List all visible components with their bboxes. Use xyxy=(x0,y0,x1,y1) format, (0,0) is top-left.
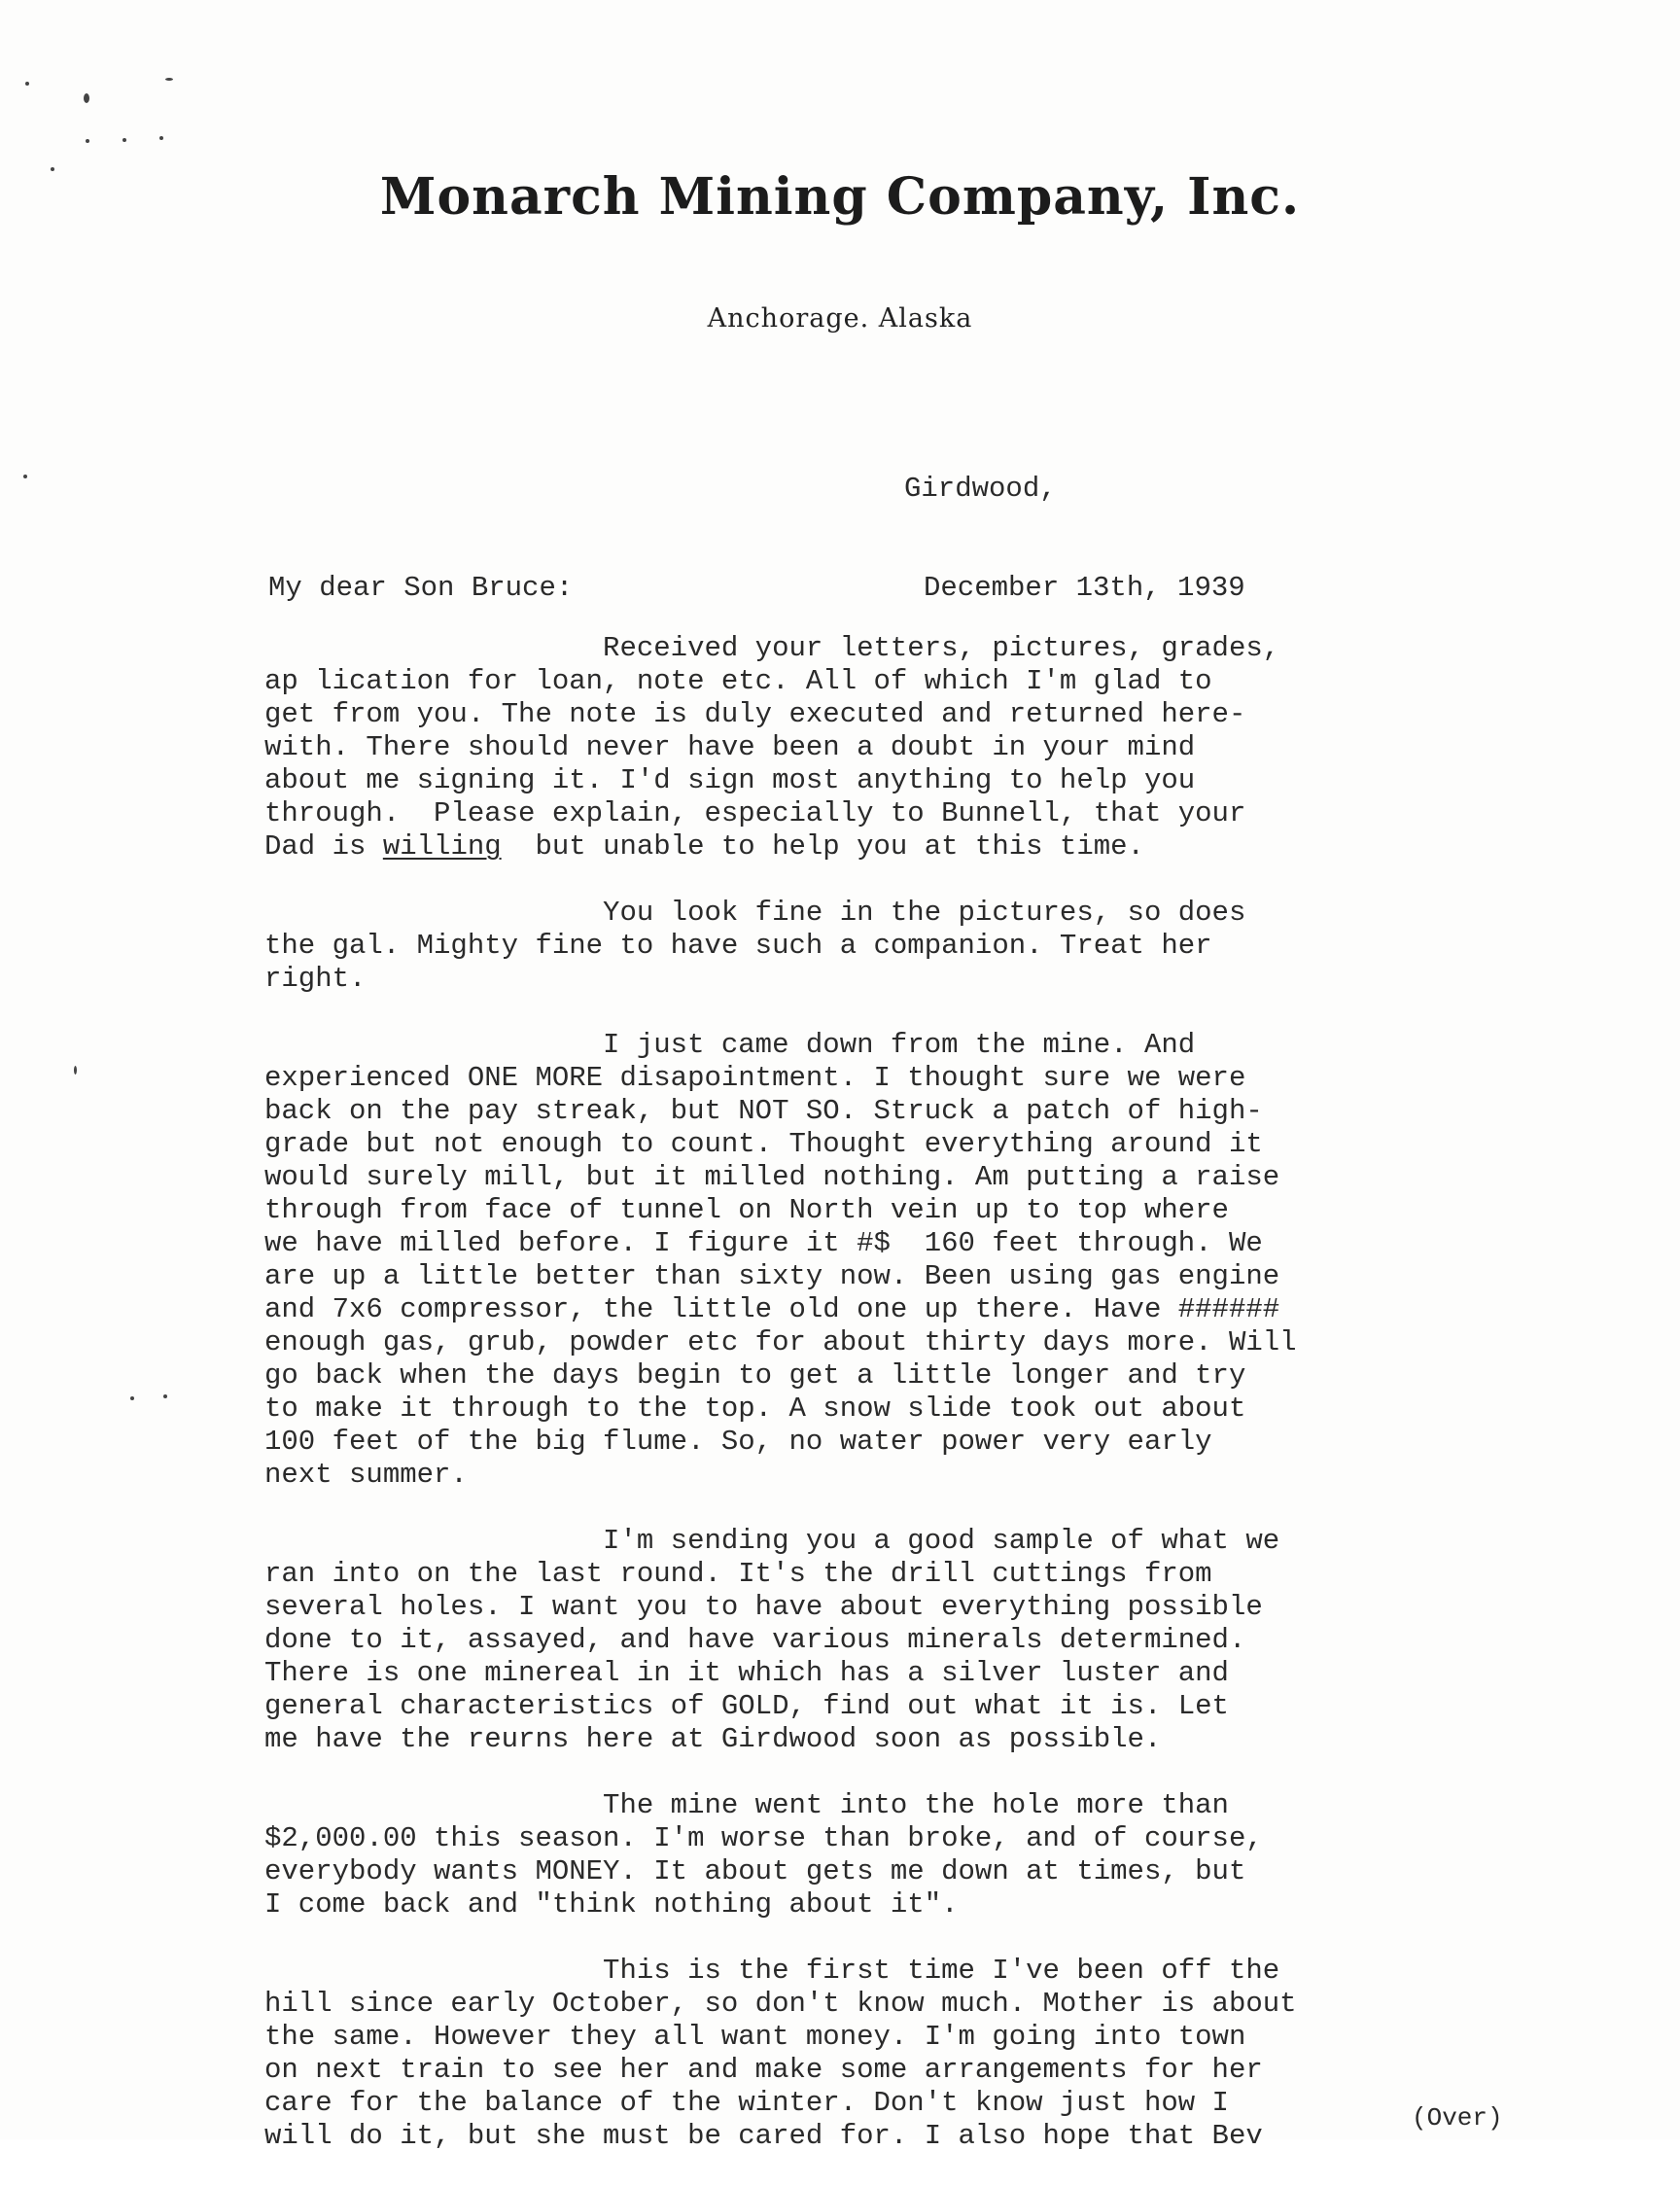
paragraph xyxy=(264,1029,1470,1492)
letter-body xyxy=(264,632,1470,2186)
text-line: general characteristics of GOLD, find out what it is. Let xyxy=(264,1690,1229,1722)
paper-speck xyxy=(159,136,163,140)
paragraph xyxy=(264,1955,1470,2153)
text-line: several holes. I want you to have about everything possible xyxy=(264,1591,1263,1623)
text-line: grade but not enough to count. Thought everything around it xyxy=(264,1128,1263,1160)
paragraph xyxy=(264,632,1470,864)
paragraph xyxy=(264,1789,1470,1922)
text-line: go back when the days begin to get a little longer and try xyxy=(264,1359,1246,1392)
text-line: next summer. xyxy=(264,1459,468,1491)
text-line: we have milled before. I figure it #$ 160 feet through. We xyxy=(264,1227,1263,1259)
text-line: back on the pay streak, but NOT SO. Struck a patch of high- xyxy=(264,1095,1263,1127)
text-line: enough gas, grub, powder etc for about thirty days more. Will xyxy=(264,1326,1297,1358)
salutation: My dear Son Bruce: xyxy=(268,572,574,604)
text-line: right. xyxy=(264,963,367,995)
underlined-word: willing xyxy=(382,830,502,863)
paper-speck xyxy=(23,475,27,478)
text-line: ap lication for loan, note etc. All of which I'm glad to xyxy=(264,665,1212,697)
paragraph xyxy=(264,1525,1470,1756)
letterhead-city: Anchorage. Alaska xyxy=(707,303,973,334)
text-line: I just came down from the mine. And xyxy=(264,1029,1196,1061)
text-line: Received your letters, pictures, grades, xyxy=(264,632,1280,664)
text-line: experienced ONE MORE disapointment. I thought sure we were xyxy=(264,1062,1246,1094)
text-line: $2,000.00 this season. I'm worse than broke, and of course, xyxy=(264,1822,1263,1854)
paper-speck xyxy=(163,1394,167,1398)
text-line: would surely mill, but it milled nothing. Am putting a raise xyxy=(264,1161,1280,1193)
text-line: care for the balance of the winter. Don't know just how I xyxy=(264,2087,1229,2119)
text-line: me have the reurns here at Girdwood soon as possible. xyxy=(264,1723,1162,1755)
text-fragment: but unable to help you at this time. xyxy=(501,830,1144,863)
text-line: I come back and "think nothing about it". xyxy=(264,1888,959,1921)
text-line: ran into on the last round. It's the drill cuttings from xyxy=(264,1558,1212,1590)
text-line: about me signing it. I'd sign most anything to help you xyxy=(264,764,1196,796)
paper-speck xyxy=(84,93,89,103)
text-line: through. Please explain, especially to Bunnell, that your xyxy=(264,797,1246,829)
paragraph xyxy=(264,897,1470,996)
text-line: The mine went into the hole more than xyxy=(264,1789,1229,1821)
text-fragment: Dad is xyxy=(264,830,383,863)
text-line: through from face of tunnel on North vein up to top where xyxy=(264,1194,1229,1226)
continued-over-note: (Over) xyxy=(1412,2103,1503,2133)
text-line: are up a little better than sixty now. Been using gas engine xyxy=(264,1260,1280,1292)
paper-speck xyxy=(74,1066,77,1075)
dateline-place: Girdwood, xyxy=(904,473,1057,505)
text-line: the same. However they all want money. I'm going into town xyxy=(264,2021,1246,2053)
paper-speck xyxy=(130,1396,134,1400)
letterhead-company-name: Monarch Mining Company, Inc. xyxy=(379,167,1301,227)
text-line: hill since early October, so don't know much. Mother is about xyxy=(264,1988,1297,2020)
paper-speck xyxy=(165,78,173,81)
text-line xyxy=(264,830,1470,864)
text-line: everybody wants MONEY. It about gets me down at times, but xyxy=(264,1855,1246,1887)
text-line: You look fine in the pictures, so does xyxy=(264,897,1246,929)
paper-speck xyxy=(122,138,126,142)
text-line: This is the first time I've been off the xyxy=(264,1955,1280,1987)
text-line: There is one minereal in it which has a silver luster and xyxy=(264,1657,1229,1689)
text-line: done to it, assayed, and have various minerals determined. xyxy=(264,1624,1246,1656)
text-line: to make it through to the top. A snow slide took out about xyxy=(264,1393,1246,1425)
text-line: on next train to see her and make some arrangements for her xyxy=(264,2054,1263,2086)
text-line: with. There should never have been a doubt in your mind xyxy=(264,731,1196,763)
paper-speck xyxy=(25,82,29,86)
text-line: get from you. The note is duly executed and returned here- xyxy=(264,698,1246,730)
dateline-date: December 13th, 1939 xyxy=(924,572,1245,604)
text-line: the gal. Mighty fine to have such a companion. Treat her xyxy=(264,930,1212,962)
text-line: will do it, but she must be cared for. I also hope that Bev xyxy=(264,2120,1263,2152)
paper-speck xyxy=(86,139,89,143)
text-line: I'm sending you a good sample of what we xyxy=(264,1525,1280,1557)
text-line: 100 feet of the big flume. So, no water power very early xyxy=(264,1426,1212,1458)
text-line: and 7x6 compressor, the little old one up there. Have ###### xyxy=(264,1293,1280,1325)
